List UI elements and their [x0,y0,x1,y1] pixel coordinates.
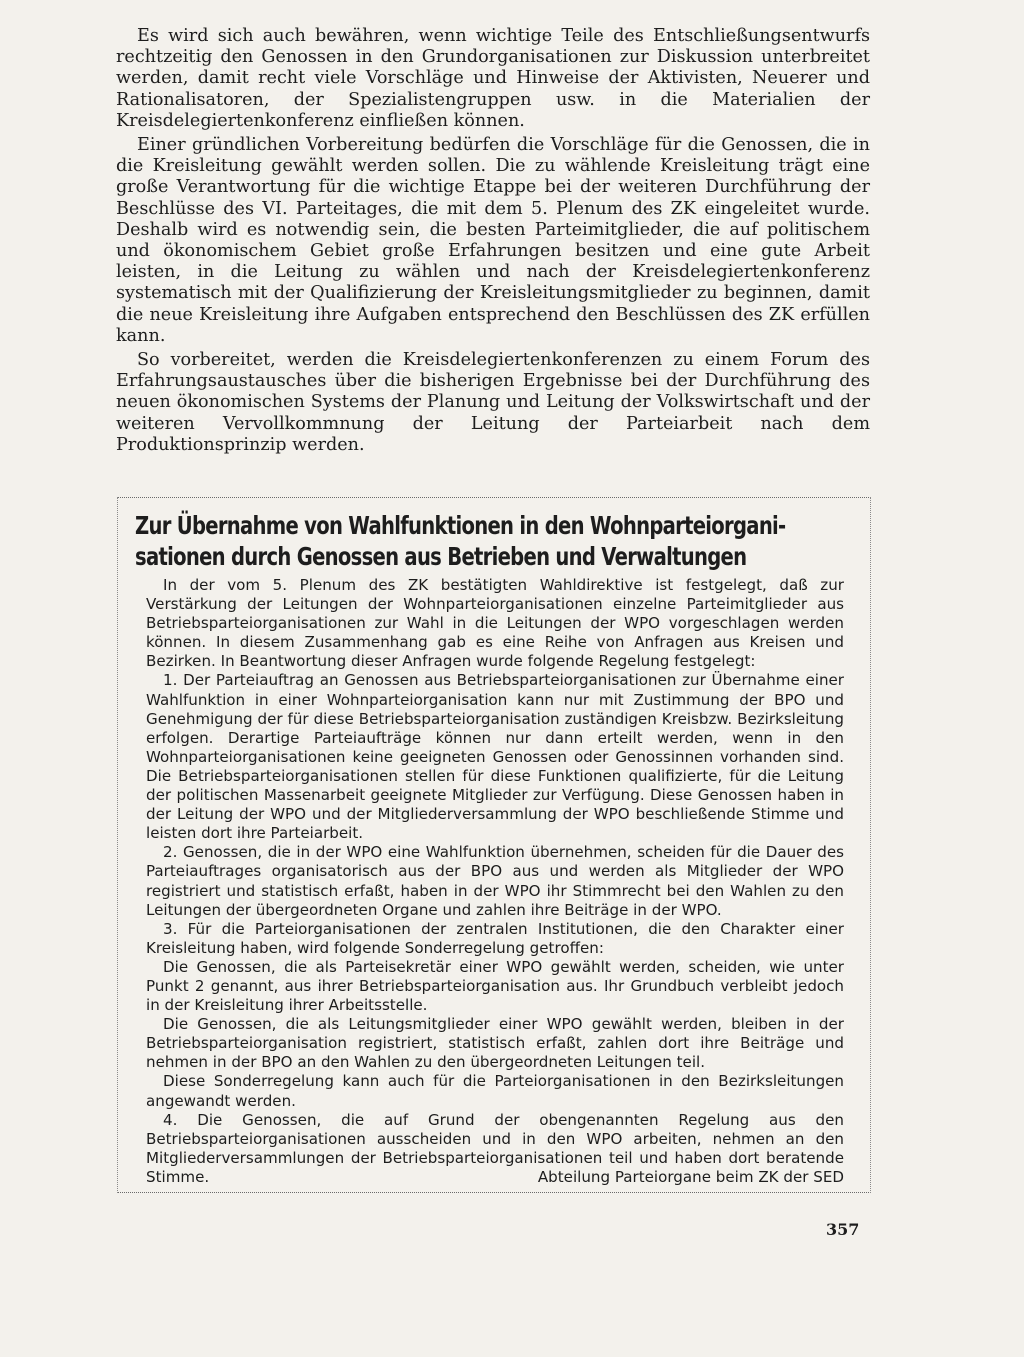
notice-paragraph-1: In der vom 5. Plenum des ZK bestätigten Wahldirektive ist festgelegt, daß zur Verstärkung der Leitungen der Wohnparteiorganisationen einzelne Parteimitglieder aus Betriebsparteiorganisationen zur Wahl in die Leitungen der WPO vorgeschlagen werden können. In diesem Zusammenhang gab es eine Reihe von Anfragen aus Kreisen und Bezirken. In Beantwortung dieser Anfragen wurde folgende Regelung festgelegt: [146,576,844,671]
notice-title [135,510,786,572]
notice-paragraph-6: Die Genossen, die als Leitungsmitglieder einer WPO gewählt werden, bleiben in der Betriebsparteiorganisation registriert, statistisch erfaßt, zahlen dort ihre Beiträge und nehmen in der BPO an den Wahlen zu den übergeordneten Leitungen teil. [146,1015,844,1072]
intro-text [116,26,870,459]
notice-paragraph-2: 1. Der Parteiauftrag an Genossen aus Betriebsparteiorganisationen zur Übernahme einer Wahlfunktion in einer Wohnparteiorganisation kann nur mit Zustimmung der BPO und Genehmigung der für diese Betriebsparteiorganisation zuständigen Kreisbzw. Bezirksleitung erfolgen. Derartige Parteiaufträge können nur dann erteilt werden, wenn in den Wohnparteiorganisationen keine geeigneten Genossen oder Genossinnen vorhanden sind. Die Betriebsparteiorganisationen stellen für diese Funktionen qualifizierte, für die Leitung der politischen Massenarbeit geeignete Mitglieder zur Verfügung. Diese Genossen haben in der Leitung der WPO und der Mitgliederversammlung der WPO beschließende Stimme und leisten dort ihre Parteiarbeit. [146,671,844,843]
notice-title-line-2: sationen durch Genossen aus Betrieben und Verwaltungen [135,542,747,571]
page-number: 357 [826,1220,860,1239]
intro-paragraph-2: Einer gründlichen Vorbereitung bedürfen die Vorschläge für die Genossen, die in die Kreisleitung gewählt werden sollen. Die zu wählende Kreisleitung trägt eine große Verantwortung für die wichtige Etappe bei der weiteren Durchführung der Beschlüsse des VI. Parteitages, die mit dem 5. Plenum des ZK eingeleitet wurde. Deshalb wird es notwendig sein, die besten Parteimitglieder, die auf politischem und ökonomischem Gebiet große Erfahrungen besitzen und eine gute Arbeit leisten, in die Leitung zu wählen und nach der Kreisdelegiertenkonferenz systematisch mit der Qualifizierung der Kreisleitungsmitglieder zu beginnen, damit die neue Kreisleitung ihre Aufgaben entsprechend den Beschlüssen des ZK erfüllen kann. [116,135,870,346]
notice-paragraph-8 [146,1111,844,1187]
notice-paragraph-7: Diese Sonderregelung kann auch für die Parteiorganisationen in den Bezirksleitungen angewandt werden. [146,1072,844,1110]
notice-title-line-1: Zur Übernahme von Wahlfunktionen in den Wohnparteiorgani- [135,511,786,540]
intro-paragraph-1: Es wird sich auch bewähren, wenn wichtige Teile des Entschließungsentwurfs rechtzeitig den Genossen in den Grundorganisationen zur Diskussion unterbreitet werden, damit recht viele Vorschläge und Hinweise der Aktivisten, Neuerer und Rationalisatoren, der Spezialistengruppen usw. in die Materialien der Kreisdelegiertenkonferenz einfließen können. [116,26,870,131]
notice-signature: Abteilung Parteiorgane beim ZK der SED [537,1167,844,1186]
notice-body [146,576,844,1187]
intro-paragraph-3: So vorbereitet, werden die Kreisdelegiertenkonferenzen zu einem Forum des Erfahrungsaustausches über die bisherigen Ergebnisse bei der Durchführung des neuen ökonomischen Systems der Planung und Leitung der Volkswirtschaft und der weiteren Vervollkommnung der Leitung der Parteiarbeit nach dem Produktionsprinzip werden. [116,350,870,455]
notice-paragraph-4: 3. Für die Parteiorganisationen der zentralen Institutionen, die den Charakter einer Kreisleitung haben, wird folgende Sonderregelung getroffen: [146,919,844,957]
notice-paragraph-3: 2. Genossen, die in der WPO eine Wahlfunktion übernehmen, scheiden für die Dauer des Parteiauftrages organisatorisch aus der BPO aus und werden als Mitglieder der WPO registriert und statistisch erfaßt, haben in der WPO ihr Stimmrecht bei den Wahlen zu den Leitungen der übergeordneten Organe und zahlen ihre Beiträge in der WPO. [146,843,844,919]
notice-paragraph-8-text: 4. Die Genossen, die auf Grund der obengenannten Regelung aus den Betriebsparteiorganisationen ausscheiden und in den WPO arbeiten, nehmen an den Mitgliederversammlungen der Betriebsparteiorganisationen teil und haben dort beratende Stimme. [146,1110,844,1186]
notice-paragraph-5: Die Genossen, die als Parteisekretär einer WPO gewählt werden, scheiden, wie unter Punkt 2 genannt, aus ihrer Betriebsparteiorganisation aus. Ihr Grundbuch verbleibt jedoch in der Kreisleitung ihrer Arbeitsstelle. [146,957,844,1015]
notice-box [117,497,871,1193]
